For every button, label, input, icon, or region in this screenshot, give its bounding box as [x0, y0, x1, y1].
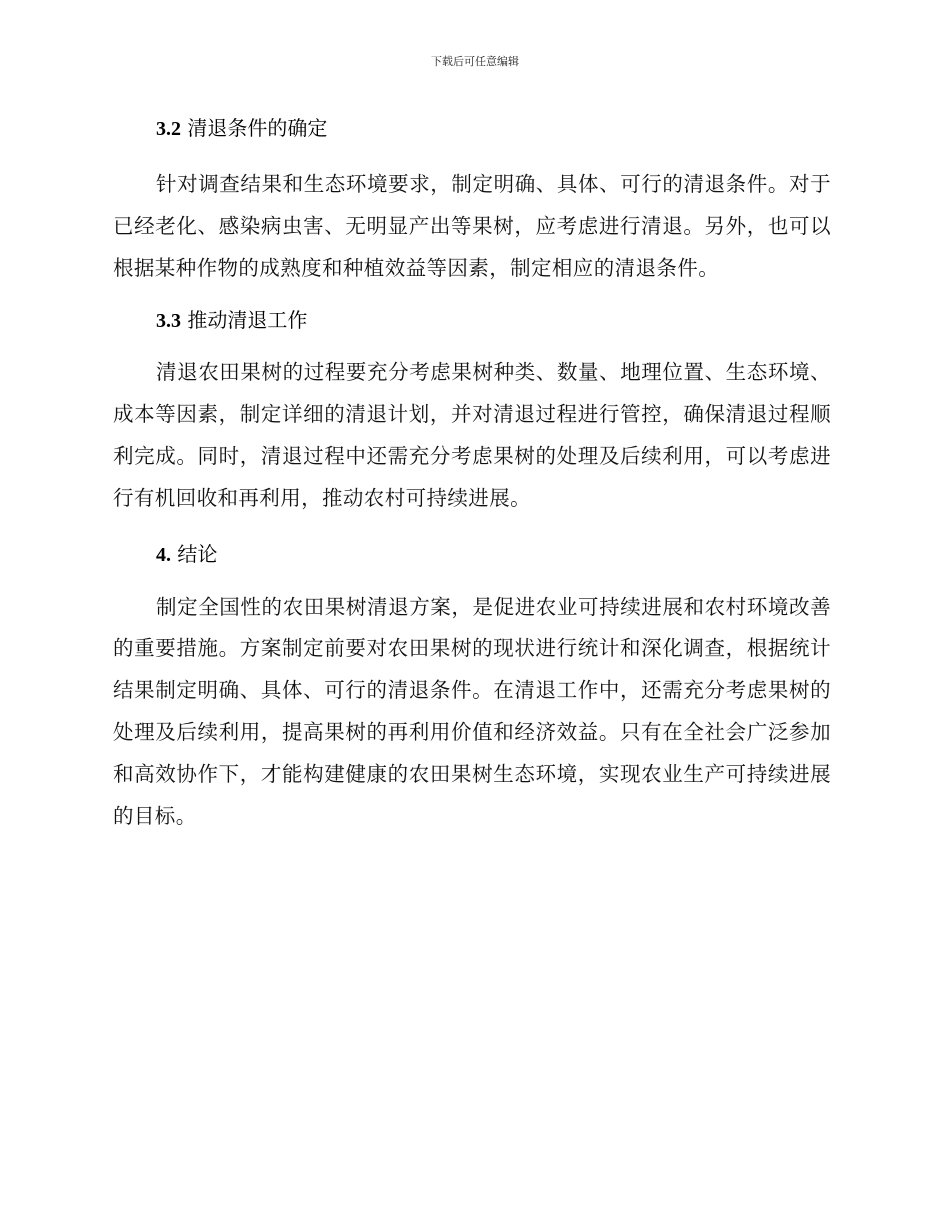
section-title: 推动清退工作	[187, 308, 308, 333]
section-title: 结论	[177, 541, 218, 566]
section-number: 3.2	[156, 118, 181, 140]
section-paragraph-conclusion: 制定全国性的农田果树清退方案，是促进农业可持续进展和农村环境改善的重要措施。方案制定前要对农田果树的现状进行统计和深化调查，根据统计结果制定明确、具体、可行的清退条件。在清退工作中，还需充分考虑果树的处理及后续利用，提高果树的再利用价值和经济效益。只有在全社会广泛参加和高效协作下，才能构建健康的农田果树生态环境，实现农业生产可持续进展的目标。	[113, 594, 831, 828]
section-heading-3-3	[113, 302, 831, 339]
section-paragraph-3-3: 清退农田果树的过程要充分考虑果树种类、数量、地理位置、生态环境、成本等因素，制定详细的清退计划，并对清退过程进行管控，确保清退过程顺利完成。同时，清退过程中还需充分考虑果树的处理及后续利用，可以考虑进行有机回收和再利用，推动农村可持续进展。	[113, 360, 831, 510]
document-body	[113, 110, 831, 837]
section-heading-4	[113, 536, 831, 573]
page-header-note: 下载后可任意编辑	[431, 55, 519, 68]
section-paragraph-3-2: 针对调查结果和生态环境要求，制定明确、具体、可行的清退条件。对于已经老化、感染病虫害、无明显产出等果树，应考虑进行清退。另外，也可以根据某种作物的成熟度和种植效益等因素，制定相应的清退条件。	[113, 172, 831, 280]
section-number: 4.	[156, 543, 171, 566]
section-heading-3-2	[113, 110, 831, 147]
section-number: 3.3	[156, 310, 181, 333]
section-title: 清退条件的确定	[187, 116, 328, 140]
